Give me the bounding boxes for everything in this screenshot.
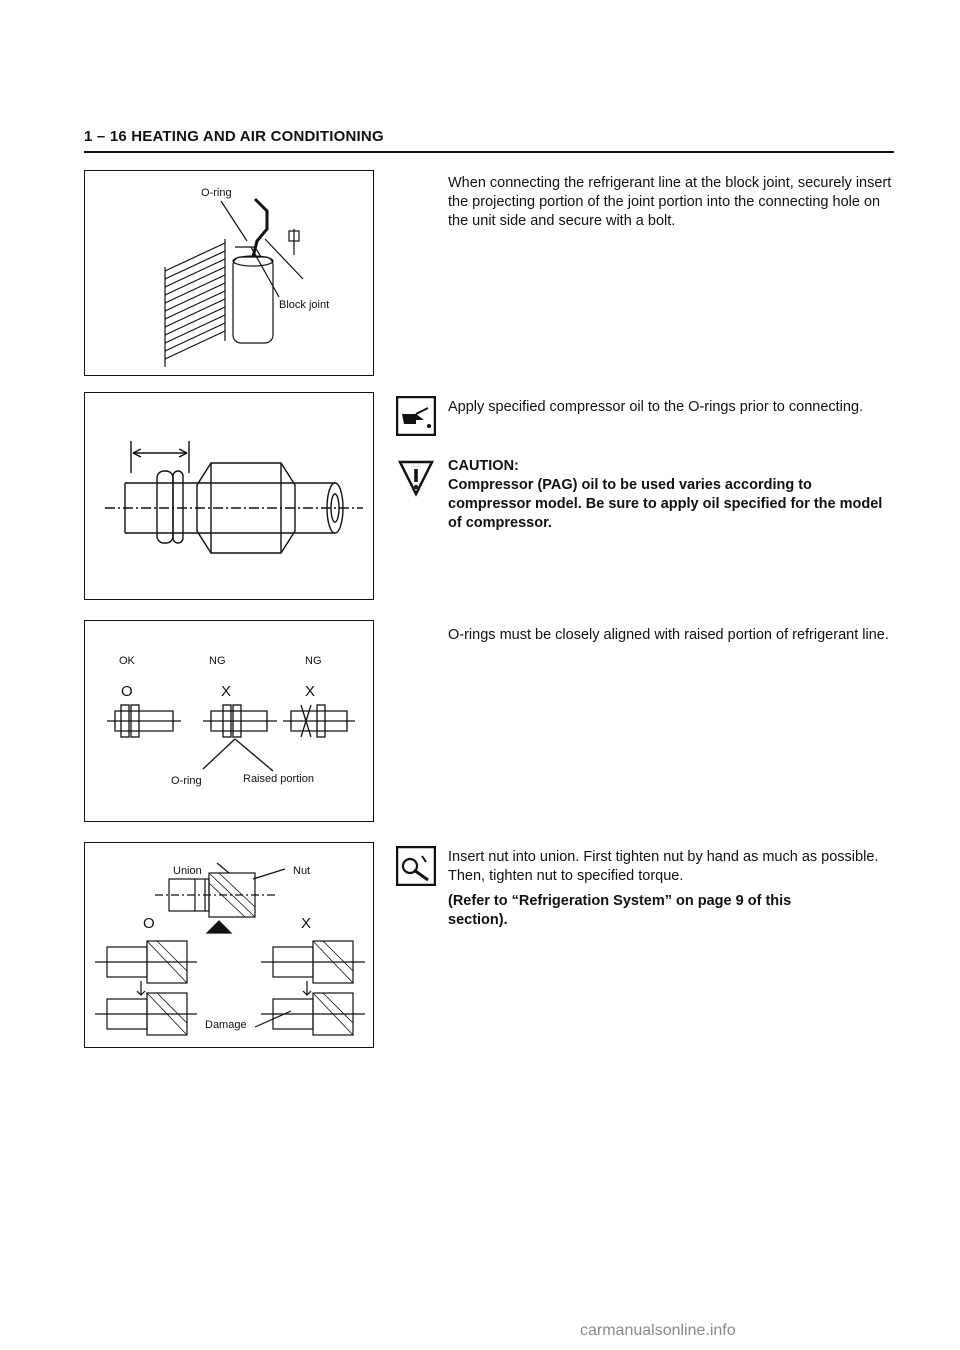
figure-o-ring-pipe bbox=[84, 392, 374, 600]
label-ok: OK bbox=[119, 655, 135, 667]
label-nut: Nut bbox=[293, 865, 311, 877]
mark-ng: X bbox=[301, 915, 312, 932]
mark-ok: O bbox=[121, 683, 133, 700]
reference-note: (Refer to “Refrigeration System” on page 9 of this section). bbox=[448, 893, 792, 928]
mark-ng-2: X bbox=[305, 683, 316, 700]
left-assemblies bbox=[95, 941, 197, 1035]
ng-pipe-1 bbox=[203, 705, 277, 737]
figure-block-joint bbox=[84, 170, 374, 376]
figure-ok-ng-alignment bbox=[84, 620, 374, 822]
header-rule bbox=[84, 151, 894, 153]
paragraph-block-joint: When connecting the refrigerant line at the block joint, securely insert the projecting portion of the joint portion into the connecting hole on the unit side and secure with a bolt. bbox=[448, 175, 892, 229]
caution-title: CAUTION: bbox=[448, 458, 519, 474]
page-header: 1 – 16 HEATING AND AIR CONDITIONING bbox=[84, 128, 384, 145]
union-nut-drawing bbox=[85, 843, 373, 1047]
paragraph-apply-oil: Apply specified compressor oil to the O-rings prior to connecting. bbox=[448, 399, 864, 415]
label-ng-1: NG bbox=[209, 655, 226, 667]
right-assemblies bbox=[255, 941, 365, 1035]
oil-can-icon bbox=[396, 396, 436, 441]
condenser-fins bbox=[165, 239, 225, 367]
label-o-ring-2: O-ring bbox=[171, 775, 202, 787]
label-raised-portion: Raised portion bbox=[243, 773, 314, 785]
o-ring-pipe-drawing bbox=[85, 393, 373, 599]
label-block-joint: Block joint bbox=[279, 299, 330, 311]
paragraph-o-ring-alignment: O-rings must be closely aligned with raised portion of refrigerant line. bbox=[448, 627, 889, 643]
alignment-drawing bbox=[85, 621, 373, 821]
paragraph-insert-nut: Insert nut into union. First tighten nut by hand as much as possible. Then, tighten nut to specified torque. bbox=[448, 849, 879, 884]
ng-pipe-2 bbox=[283, 705, 355, 737]
mark-ok: O bbox=[143, 915, 155, 932]
footer-watermark: carmanualsonline.info bbox=[580, 1322, 736, 1339]
top-assembly bbox=[155, 863, 285, 933]
ok-pipe bbox=[107, 705, 181, 737]
mark-ng-1: X bbox=[221, 683, 232, 700]
label-ng-2: NG bbox=[305, 655, 322, 667]
caution-triangle-icon bbox=[396, 458, 436, 503]
label-damage: Damage bbox=[205, 1019, 247, 1031]
block-joint-drawing bbox=[85, 171, 373, 375]
label-o-ring: O-ring bbox=[201, 187, 232, 199]
figure-union-nut bbox=[84, 842, 374, 1048]
caution-body: Compressor (PAG) oil to be used varies according to compressor model. Be sure to apply oil specified for the model of compressor. bbox=[448, 477, 883, 531]
torque-wrench-icon bbox=[396, 846, 436, 891]
label-union: Union bbox=[173, 865, 202, 877]
